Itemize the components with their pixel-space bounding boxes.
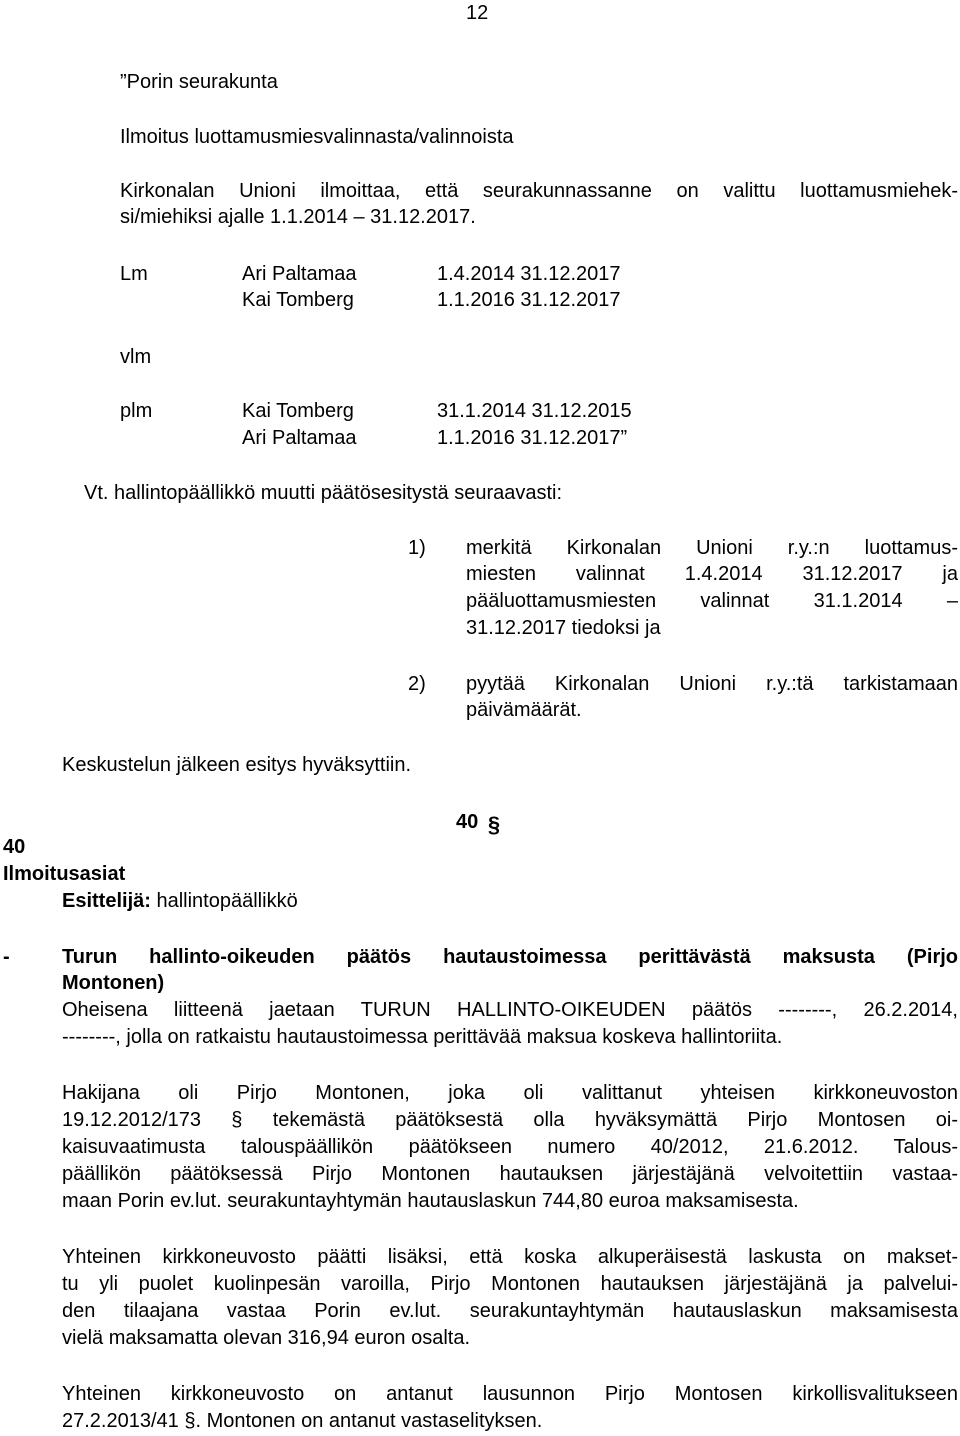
item-heading-line: Montonen)	[62, 972, 165, 994]
role-name: Ari Paltamaa	[242, 427, 357, 449]
section-number: 40	[456, 811, 479, 833]
paragraph-line: den tilaajana vastaa Porin ev.lut. seurakuntayhtymän hautauslaskun maksamisesta	[62, 1300, 958, 1322]
section-marker	[456, 809, 501, 837]
role-period: 31.1.2014 31.12.2015	[437, 400, 632, 422]
decision-item-line: merkitä Kirkonalan Unioni r.y.:n luottamus-	[466, 537, 958, 559]
paragraph-line: maan Porin ev.lut. seurakuntayhtymän hautauslaskun 744,80 euroa maksamisesta.	[62, 1190, 799, 1212]
role-name: Kai Tomberg	[242, 289, 354, 311]
presenter-label: Esittelijä:	[62, 890, 151, 912]
paragraph-line: Hakijana oli Pirjo Montonen, joka oli valittanut yhteisen kirkkoneuvoston	[62, 1082, 958, 1104]
role-name: Ari Paltamaa	[242, 263, 357, 285]
role-period: 1.4.2014 31.12.2017	[437, 263, 621, 285]
role-label: vlm	[120, 346, 152, 368]
decision-item-line: pyytää Kirkonalan Unioni r.y.:tä tarkistamaan	[466, 673, 958, 695]
decision-item-line: päivämäärät.	[466, 699, 582, 721]
decision-outcome: Keskustelun jälkeen esitys hyväksyttiin.	[62, 754, 412, 776]
item-heading-line: Turun hallinto-oikeuden päätös hautaustoimessa perittävästä maksusta (Pirjo	[62, 946, 958, 968]
role-label: Lm	[120, 263, 148, 285]
decision-item-number: 1)	[408, 537, 426, 559]
section-header-number: 40	[3, 836, 26, 858]
organization-name: ”Porin seurakunta	[120, 71, 278, 93]
page-number: 12	[466, 2, 489, 24]
paragraph-line: kaisuvaatimusta talouspäällikön päätökseen numero 40/2012, 21.6.2012. Talous-	[62, 1136, 958, 1158]
notice-line: si/miehiksi ajalle 1.1.2014 – 31.12.2017.	[120, 206, 476, 228]
role-name: Kai Tomberg	[242, 400, 354, 422]
item-intro-line: Oheisena liitteenä jaetaan TURUN HALLINTO-OIKEUDEN päätös --------, 26.2.2014,	[62, 999, 958, 1021]
decision-item-line: 31.12.2017 tiedoksi ja	[466, 617, 661, 639]
paragraph-line: vielä maksamatta olevan 316,94 euron osalta.	[62, 1327, 471, 1349]
section-header-title: Ilmoitusasiat	[3, 863, 126, 885]
paragraph-line: 27.2.2013/41 §. Montonen on antanut vastaselityksen.	[62, 1410, 543, 1432]
proposal-change-note: Vt. hallintopäällikkö muutti päätösesitystä seuraavasti:	[84, 482, 563, 504]
paragraph-line: tu yli puolet kuolinpesän varoilla, Pirjo Montonen hautauksen järjestäjänä ja palvelui-	[62, 1273, 958, 1295]
notice-line: Kirkonalan Unioni ilmoittaa, että seurakunnassanne on valittu luottamusmiehek-	[120, 180, 958, 202]
paragraph-line: Yhteinen kirkkoneuvosto päätti lisäksi, että koska alkuperäisestä laskusta on makset-	[62, 1246, 958, 1268]
paragraph-line: Yhteinen kirkkoneuvosto on antanut lausunnon Pirjo Montosen kirkollisvalitukseen	[62, 1383, 958, 1405]
decision-item-number: 2)	[408, 673, 426, 695]
role-period: 1.1.2016 31.12.2017”	[437, 427, 628, 449]
notice-title: Ilmoitus luottamusmiesvalinnasta/valinnoista	[120, 126, 514, 148]
paragraph-line: 19.12.2012/173 § tekemästä päätöksestä olla hyväksymättä Pirjo Montosen oi-	[62, 1109, 958, 1131]
presenter-name: hallintopäällikkö	[156, 890, 298, 912]
decision-item-line: miesten valinnat 1.4.2014 31.12.2017 ja	[466, 563, 958, 585]
role-label: plm	[120, 400, 153, 422]
presenter-line	[62, 890, 298, 913]
item-dash: -	[3, 946, 10, 968]
item-intro-line: --------, jolla on ratkaistu hautaustoimessa perittävää maksua koskeva hallintoriita.	[62, 1026, 783, 1048]
role-period: 1.1.2016 31.12.2017	[437, 289, 621, 311]
decision-item-line: pääluottamusmiesten valinnat 31.1.2014 –	[466, 590, 958, 612]
section-symbol: §	[487, 812, 501, 837]
paragraph-line: päällikön päätöksessä Pirjo Montonen hautauksen järjestäjänä velvoitettiin vastaa-	[62, 1163, 958, 1185]
